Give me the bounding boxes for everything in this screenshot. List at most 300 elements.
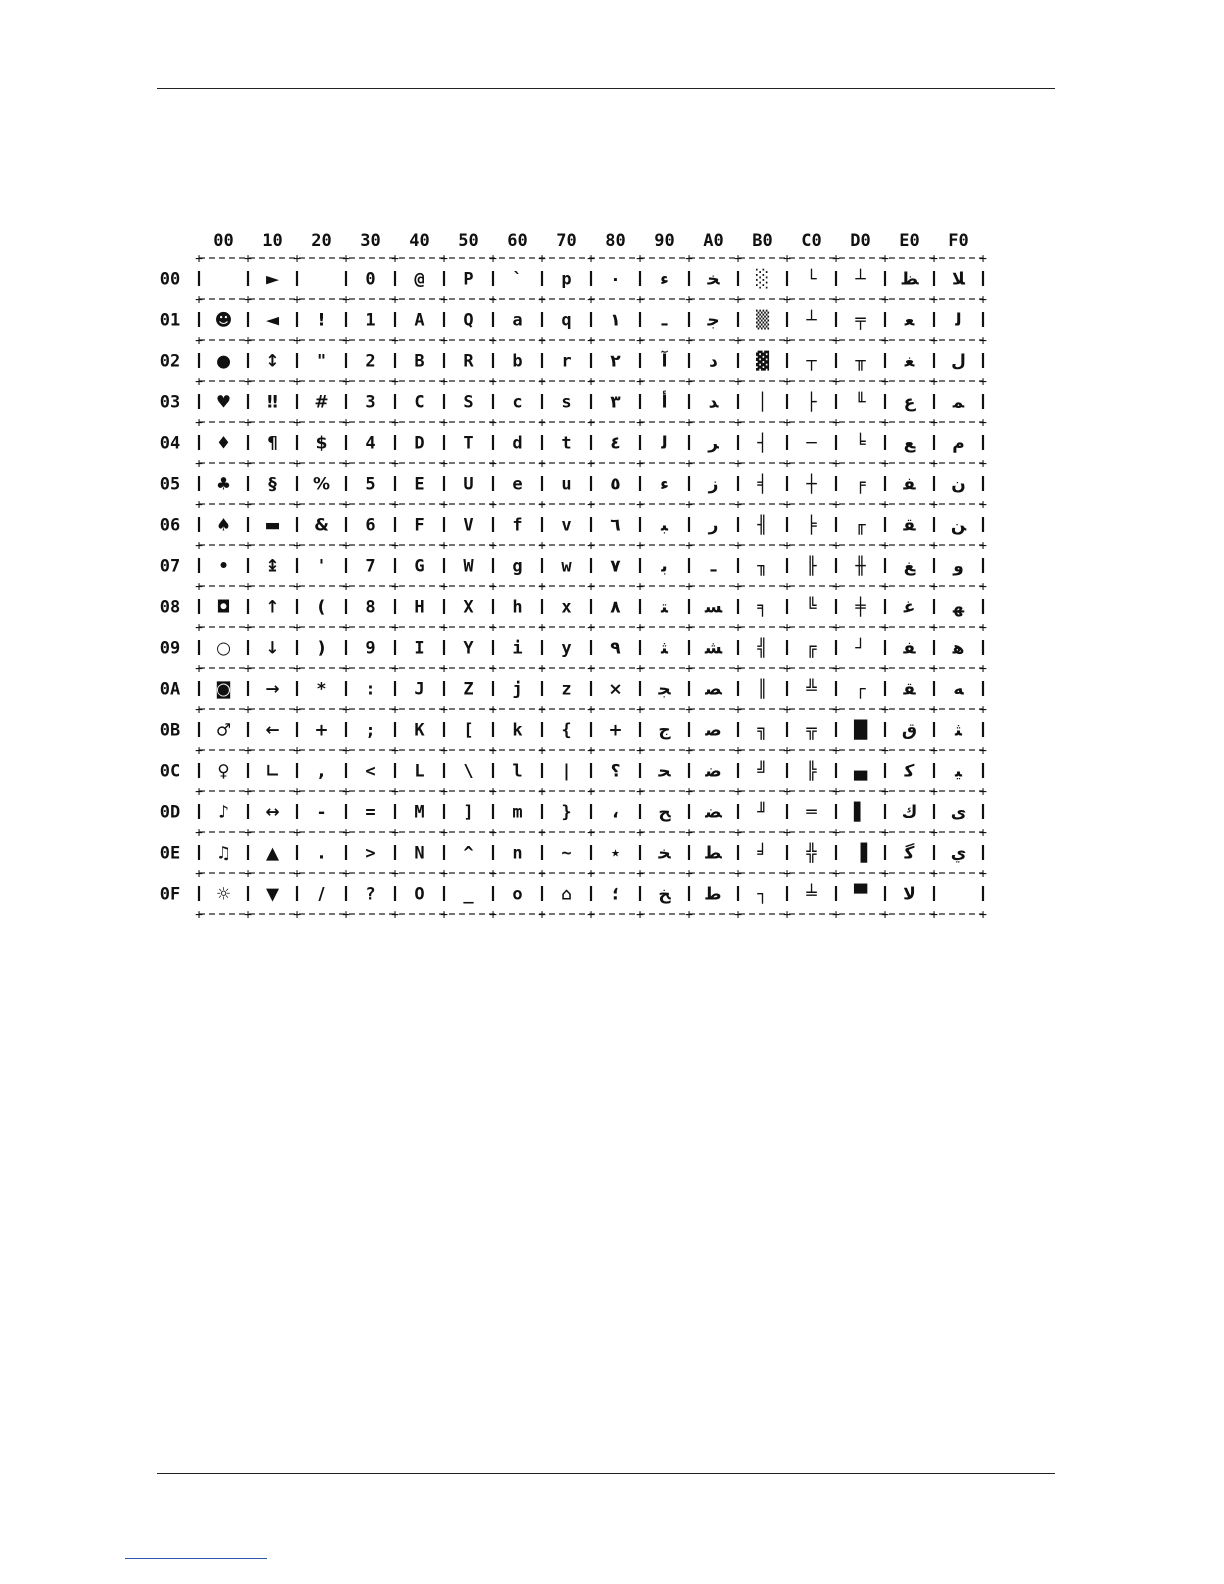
table-cell: ░	[755, 269, 770, 290]
table-cell: ﺯ	[708, 474, 719, 495]
table-cell: "	[317, 351, 326, 372]
table-cell: █	[853, 720, 868, 741]
row-header: 0B	[159, 720, 181, 741]
grid-cross: +	[587, 292, 595, 308]
table-cell: ﺪ	[708, 392, 719, 413]
table-cell: ×	[608, 679, 623, 700]
grid-cross: +	[489, 415, 497, 431]
grid-cross: +	[832, 743, 840, 759]
table-cell: E	[414, 474, 425, 495]
grid-cross: +	[391, 415, 399, 431]
table-cell: +	[608, 720, 623, 741]
table-cell: ╔	[806, 638, 817, 659]
grid-cross: +	[538, 374, 546, 390]
grid-cross: +	[342, 456, 350, 472]
table-cell: ⌂	[561, 884, 572, 905]
grid-cross: +	[391, 702, 399, 718]
grid-cross: +	[342, 292, 350, 308]
table-cell: g	[512, 556, 523, 577]
grid-cross: +	[979, 415, 987, 431]
table-cell: ﻯ	[950, 802, 967, 823]
grid-cross: +	[293, 333, 301, 349]
grid-cross: +	[195, 907, 203, 923]
grid-cross: +	[244, 661, 252, 677]
table-cell: j	[512, 679, 523, 700]
table-cell: T	[463, 433, 474, 454]
row-header: 0E	[159, 843, 181, 864]
grid-cross: +	[195, 661, 203, 677]
grid-cross: +	[587, 661, 595, 677]
grid-cross: +	[685, 825, 693, 841]
table-cell: ♠	[215, 515, 232, 536]
table-cell: Z	[463, 679, 474, 700]
table-cell: ▀	[853, 884, 868, 905]
table-cell: ◄	[265, 310, 280, 331]
grid-cross: +	[734, 661, 742, 677]
grid-cross: +	[832, 251, 840, 267]
grid-cross: +	[832, 907, 840, 923]
grid-cross: +	[391, 538, 399, 554]
grid-cross: +	[342, 743, 350, 759]
grid-cross: +	[293, 866, 301, 882]
grid-cross: +	[636, 251, 644, 267]
grid-cross: +	[685, 415, 693, 431]
table-cell: ▓	[755, 351, 770, 372]
table-cell: ┐	[757, 884, 768, 905]
table-cell: ♂	[215, 720, 232, 741]
table-cell: ●	[216, 351, 231, 372]
table-cell: ╡	[757, 474, 768, 495]
grid-cross: +	[979, 825, 987, 841]
table-cell: ]	[463, 802, 474, 823]
table-cell: ٣	[610, 392, 621, 413]
grid-cross: +	[734, 538, 742, 554]
table-cell: ╝	[757, 761, 768, 782]
grid-cross: +	[979, 907, 987, 923]
grid-cross: +	[734, 292, 742, 308]
grid-cross: +	[244, 743, 252, 759]
grid-cross: +	[783, 579, 791, 595]
table-cell: ﮔ	[904, 843, 915, 864]
table-cell: q	[561, 310, 572, 331]
grid-cross: +	[881, 784, 889, 800]
grid-cross: +	[783, 620, 791, 636]
table-cell: O	[414, 884, 425, 905]
table-cell: 0	[365, 269, 376, 290]
grid-cross: +	[979, 784, 987, 800]
table-cell: ﻉ	[903, 392, 916, 413]
grid-cross: +	[979, 620, 987, 636]
grid-cross: +	[734, 251, 742, 267]
grid-cross: +	[881, 292, 889, 308]
table-cell: )	[317, 638, 326, 659]
grid-cross: +	[685, 907, 693, 923]
row-header: 01	[159, 310, 181, 331]
grid-cross: +	[587, 251, 595, 267]
grid-cross: +	[685, 866, 693, 882]
grid-cross: +	[930, 374, 938, 390]
grid-cross: +	[930, 415, 938, 431]
table-cell: ╤	[855, 310, 866, 331]
grid-cross: +	[832, 497, 840, 513]
grid-cross: +	[538, 702, 546, 718]
row-header: 03	[159, 392, 181, 413]
grid-cross: +	[489, 702, 497, 718]
grid-cross: +	[587, 907, 595, 923]
grid-cross: +	[930, 538, 938, 554]
grid-cross: +	[391, 292, 399, 308]
table-cell: ?	[365, 884, 376, 905]
grid-cross: +	[587, 743, 595, 759]
grid-cross: +	[832, 374, 840, 390]
grid-cross: +	[783, 251, 791, 267]
table-cell: ~	[561, 843, 572, 864]
table-cell: .	[318, 843, 325, 864]
table-cell: M	[414, 802, 425, 823]
grid-cross: +	[881, 866, 889, 882]
grid-cross: +	[342, 661, 350, 677]
table-cell: ﻦ	[950, 515, 967, 536]
grid-cross: +	[293, 620, 301, 636]
grid-cross: +	[293, 702, 301, 718]
table-cell: ﻻ	[903, 884, 916, 905]
row-header: 0D	[159, 802, 181, 823]
table-cell: ○	[216, 638, 231, 659]
grid-cross: +	[489, 497, 497, 513]
table-cell: 4	[365, 433, 376, 454]
table-cell: 3	[365, 392, 376, 413]
column-header: B0	[752, 231, 773, 251]
table-cell: ♦	[215, 433, 232, 454]
table-cell: ▐	[853, 843, 868, 864]
table-cell: +	[314, 720, 329, 741]
grid-cross: +	[832, 292, 840, 308]
table-cell: ﺜ	[955, 720, 962, 741]
table-cell: ¶	[267, 433, 278, 454]
table-cell: ﺟ	[707, 310, 720, 331]
table-cell: ▲	[265, 843, 280, 864]
grid-cross: +	[783, 456, 791, 472]
footnote-separator	[125, 1558, 267, 1559]
grid-cross: +	[881, 497, 889, 513]
table-cell: e	[512, 474, 523, 495]
grid-cross: +	[685, 538, 693, 554]
grid-cross: +	[489, 292, 497, 308]
table-cell: ↔	[265, 802, 280, 823]
table-cell: ╢	[757, 515, 768, 536]
grid-cross: +	[391, 579, 399, 595]
table-cell: ﻕ	[901, 720, 918, 741]
grid-cross: +	[832, 866, 840, 882]
grid-cross: +	[685, 333, 693, 349]
grid-cross: +	[930, 292, 938, 308]
grid-cross: +	[293, 907, 301, 923]
table-cell: ♫	[215, 843, 232, 864]
grid-cross: +	[734, 333, 742, 349]
table-cell: ﻀ	[705, 802, 722, 823]
table-cell: &	[314, 515, 329, 536]
grid-cross: +	[489, 620, 497, 636]
table-cell: ;	[365, 720, 376, 741]
table-cell: ﺘ	[661, 597, 668, 618]
grid-cross: +	[930, 825, 938, 841]
grid-cross: +	[538, 415, 546, 431]
grid-cross: +	[734, 825, 742, 841]
table-cell: ﻔ	[903, 474, 916, 495]
table-cell: ,	[318, 761, 325, 782]
grid-cross: +	[930, 907, 938, 923]
grid-cross: +	[881, 456, 889, 472]
table-cell: ﺝ	[658, 720, 671, 741]
table-cell: ╚	[806, 597, 817, 618]
grid-cross: +	[783, 292, 791, 308]
row-header: 08	[159, 597, 181, 618]
grid-cross: +	[391, 374, 399, 390]
grid-cross: +	[244, 415, 252, 431]
table-cell: C	[414, 392, 425, 413]
grid-cross: +	[636, 538, 644, 554]
table-cell: [	[463, 720, 474, 741]
grid-cross: +	[195, 333, 203, 349]
grid-cross: +	[489, 333, 497, 349]
grid-cross: +	[440, 497, 448, 513]
grid-cross: +	[244, 907, 252, 923]
grid-cross: +	[734, 702, 742, 718]
table-cell: D	[414, 433, 425, 454]
grid-cross: +	[244, 456, 252, 472]
table-cell: ┌	[855, 679, 866, 700]
table-cell: ↓	[265, 638, 280, 659]
table-cell: v	[561, 515, 572, 536]
row-header: 09	[159, 638, 181, 659]
table-cell: >	[365, 843, 376, 864]
grid-cross: +	[342, 251, 350, 267]
column-header: 10	[262, 231, 283, 251]
table-cell: ﻛ	[904, 761, 915, 782]
grid-cross: +	[342, 784, 350, 800]
column-header: 20	[311, 231, 332, 251]
table-cell: i	[512, 638, 523, 659]
table-cell: ـ	[661, 310, 668, 331]
grid-cross: +	[685, 251, 693, 267]
table-cell: w	[561, 556, 572, 577]
grid-cross: +	[881, 251, 889, 267]
table-cell: ٭	[610, 843, 621, 864]
table-cell: x	[561, 597, 572, 618]
grid-cross: +	[391, 620, 399, 636]
grid-cross: +	[881, 415, 889, 431]
grid-cross: +	[979, 497, 987, 513]
table-cell: ╧	[806, 884, 817, 905]
grid-cross: +	[391, 825, 399, 841]
grid-cross: +	[538, 907, 546, 923]
grid-cross: +	[881, 579, 889, 595]
grid-cross: +	[293, 825, 301, 841]
table-cell: ╕	[757, 597, 768, 618]
grid-cross: +	[440, 702, 448, 718]
grid-cross: +	[881, 825, 889, 841]
grid-cross: +	[685, 374, 693, 390]
table-cell: <	[365, 761, 376, 782]
table-cell: ▌	[853, 802, 868, 823]
grid-cross: +	[293, 661, 301, 677]
grid-cross: +	[979, 579, 987, 595]
table-cell: l	[512, 761, 523, 782]
grid-cross: +	[636, 374, 644, 390]
table-cell: ┘	[855, 638, 866, 659]
table-cell: s	[561, 392, 572, 413]
table-cell: ٩	[610, 638, 621, 659]
row-header: 06	[159, 515, 181, 536]
grid-cross: +	[881, 333, 889, 349]
table-cell: ﺤ	[658, 761, 671, 782]
grid-cross: +	[881, 538, 889, 554]
table-cell: ﻏ	[903, 597, 916, 618]
grid-cross: +	[783, 866, 791, 882]
grid-cross: +	[440, 825, 448, 841]
table-cell: آ	[661, 351, 668, 372]
grid-cross: +	[979, 333, 987, 349]
table-cell: H	[414, 597, 425, 618]
grid-cross: +	[930, 456, 938, 472]
grid-cross: +	[685, 620, 693, 636]
table-cell: ﺠ	[658, 679, 671, 700]
table-cell: ╞	[806, 515, 817, 536]
table-cell: W	[463, 556, 474, 577]
grid-cross: +	[195, 538, 203, 554]
table-cell: ﻝ	[951, 351, 966, 372]
grid-cross: +	[195, 743, 203, 759]
table-cell: S	[463, 392, 474, 413]
table-cell: z	[561, 679, 572, 700]
table-cell: ﺮ	[708, 433, 719, 454]
grid-cross: +	[538, 661, 546, 677]
table-cell: ◘	[216, 597, 231, 618]
grid-cross: +	[244, 825, 252, 841]
table-cell: Y	[463, 638, 474, 659]
table-cell: V	[463, 515, 474, 536]
grid-cross: +	[587, 825, 595, 841]
table-cell: X	[463, 597, 474, 618]
table-cell: ├	[806, 392, 817, 413]
table-cell: ╥	[855, 351, 866, 372]
table-cell: P	[463, 269, 474, 290]
table-cell: ﺢ	[658, 802, 671, 823]
table-cell: ء	[660, 269, 669, 290]
table-cell: ↨	[265, 556, 280, 577]
grid-cross: +	[636, 497, 644, 513]
table-cell: ╜	[757, 802, 768, 823]
row-header: 0C	[159, 761, 181, 782]
table-cell: ▼	[265, 884, 280, 905]
grid-cross: +	[587, 702, 595, 718]
grid-cross: +	[783, 702, 791, 718]
grid-cross: +	[783, 907, 791, 923]
grid-cross: +	[342, 333, 350, 349]
table-cell: ╦	[806, 720, 817, 741]
grid-cross: +	[342, 620, 350, 636]
grid-cross: +	[636, 825, 644, 841]
grid-cross: +	[783, 497, 791, 513]
table-cell: ╩	[806, 679, 817, 700]
table-cell: ﻘ	[903, 679, 916, 700]
grid-cross: +	[538, 333, 546, 349]
table-cell: ﻎ	[903, 556, 916, 577]
row-header: 00	[159, 269, 181, 290]
table-cell: ╪	[855, 597, 866, 618]
table-cell: ♪	[218, 802, 229, 823]
grid-cross: +	[538, 866, 546, 882]
grid-cross: +	[587, 333, 595, 349]
grid-cross: +	[685, 579, 693, 595]
grid-cross: +	[244, 374, 252, 390]
grid-cross: +	[195, 415, 203, 431]
column-header: 60	[507, 231, 528, 251]
table-cell: ؛	[612, 884, 619, 905]
grid-cross: +	[244, 866, 252, 882]
column-header: 50	[458, 231, 479, 251]
table-cell: ﺜ	[661, 638, 668, 659]
column-header: A0	[703, 231, 724, 251]
grid-cross: +	[195, 579, 203, 595]
table-cell: h	[512, 597, 523, 618]
table-cell: ╬	[806, 843, 817, 864]
grid-cross: +	[489, 661, 497, 677]
table-cell: ﺨ	[658, 843, 671, 864]
grid-cross: +	[832, 579, 840, 595]
grid-cross: +	[195, 374, 203, 390]
table-cell: R	[463, 351, 474, 372]
grid-cross: +	[293, 579, 301, 595]
grid-cross: +	[538, 825, 546, 841]
table-cell: =	[365, 802, 376, 823]
table-cell: ﺨ	[707, 269, 720, 290]
grid-cross: +	[930, 866, 938, 882]
table-cell: m	[512, 802, 523, 823]
grid-cross: +	[342, 825, 350, 841]
grid-cross: +	[979, 743, 987, 759]
table-cell: §	[268, 474, 277, 495]
grid-cross: +	[391, 497, 399, 513]
grid-cross: +	[244, 620, 252, 636]
grid-cross: +	[734, 743, 742, 759]
row-header: 0A	[159, 679, 181, 700]
grid-cross: +	[930, 333, 938, 349]
table-cell: ☻	[214, 310, 233, 331]
table-cell: ٦	[610, 515, 621, 536]
table-cell: └	[806, 269, 817, 290]
table-cell: u	[561, 474, 572, 495]
grid-cross: +	[489, 825, 497, 841]
grid-cross: +	[538, 579, 546, 595]
grid-cross: +	[636, 292, 644, 308]
table-cell: ﻐ	[904, 351, 915, 372]
grid-cross: +	[930, 702, 938, 718]
table-cell: ٢	[610, 351, 621, 372]
table-cell: ﺦ	[658, 884, 671, 905]
grid-cross: +	[293, 538, 301, 554]
table-cell: #	[314, 392, 329, 413]
grid-cross: +	[489, 743, 497, 759]
table-cell: N	[414, 843, 425, 864]
table-cell: ♀	[217, 761, 230, 782]
grid-cross: +	[489, 374, 497, 390]
grid-cross: +	[587, 784, 595, 800]
table-cell: ♥	[215, 392, 232, 413]
table-cell: ١	[610, 310, 621, 331]
grid-cross: +	[636, 702, 644, 718]
table-cell: b	[512, 351, 523, 372]
